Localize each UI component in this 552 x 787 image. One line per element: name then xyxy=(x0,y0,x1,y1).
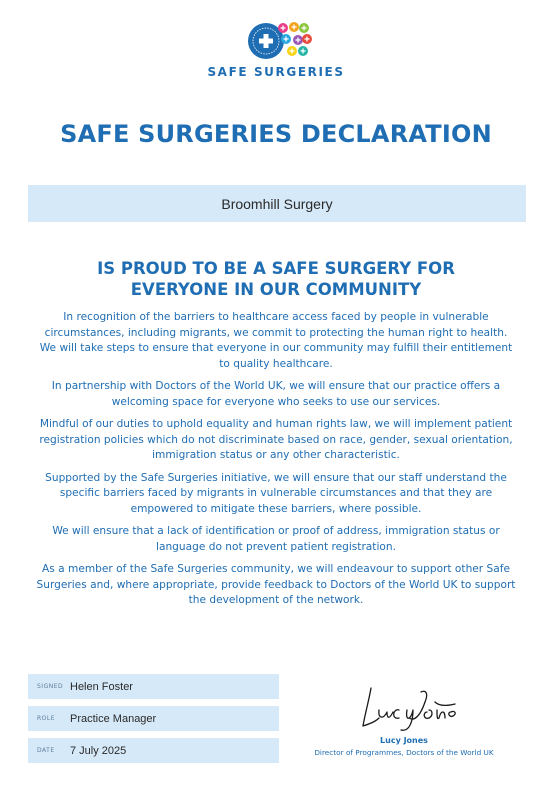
doctors-of-the-world-logo-icon xyxy=(231,20,321,64)
signatory-name: Lucy Jones xyxy=(380,736,428,745)
signed-value: Helen Foster xyxy=(70,680,133,693)
date-field[interactable] xyxy=(28,738,279,763)
paragraph-5: We will ensure that a lack of identification or proof of address, immigration status or language do not prevent patient registration. xyxy=(52,525,500,553)
role-label: ROLE xyxy=(37,715,56,722)
role-field[interactable] xyxy=(28,706,279,731)
signed-label: SIGNED xyxy=(37,683,64,690)
signed-field[interactable] xyxy=(28,674,279,699)
paragraph-4: Supported by the Safe Surgeries initiative, we will ensure that our staff understand the specific barriers faced by migrants in vulnerable circumstances and that they are empowered to mitigate these barriers, where possible. xyxy=(45,471,507,515)
safe-surgeries-logo xyxy=(0,20,552,79)
organization-name: Broomhill Surgery xyxy=(221,195,333,212)
signatory-block xyxy=(300,682,508,757)
organization-name-bar xyxy=(28,185,526,222)
handwritten-signature-icon xyxy=(349,682,459,734)
subtitle-line-2: EVERYONE IN OUR COMMUNITY xyxy=(130,280,422,299)
paragraph-3: Mindful of our duties to uphold equality and human rights law, we will implement patient registration policies which do not discriminate based on race, gender, sexual orientation, immigration status or any other characteristic. xyxy=(39,418,513,461)
subtitle-line-1: IS PROUD TO BE A SAFE SURGERY FOR xyxy=(97,259,455,278)
declaration-body xyxy=(36,310,516,616)
date-value: 7 July 2025 xyxy=(70,744,127,757)
date-label: DATE xyxy=(37,747,55,754)
signatory-title: Director of Programmes, Doctors of the World UK xyxy=(314,748,494,757)
role-value: Practice Manager xyxy=(70,712,157,725)
paragraph-6: As a member of the Safe Surgeries community, we will endeavour to support other Safe Surgeries and, where appropriate, provide feedback to Doctors of the World UK to support the development of the network. xyxy=(36,563,516,606)
logo-name: SAFE SURGERIES xyxy=(207,65,345,79)
declaration-subtitle xyxy=(0,258,552,300)
paragraph-1: In recognition of the barriers to healthcare access faced by people in vulnerable circumstances, including migrants, we commit to protecting the human right to health. We will take steps to ensure that everyone in our community may fulfill their entitlement to quality healthcare. xyxy=(39,311,513,370)
page-title: SAFE SURGERIES DECLARATION xyxy=(60,120,492,148)
signature-fields xyxy=(28,674,279,770)
paragraph-2: In partnership with Doctors of the World UK, we will ensure that our practice offers a welcoming space for everyone who seeks to use our services. xyxy=(51,380,501,408)
